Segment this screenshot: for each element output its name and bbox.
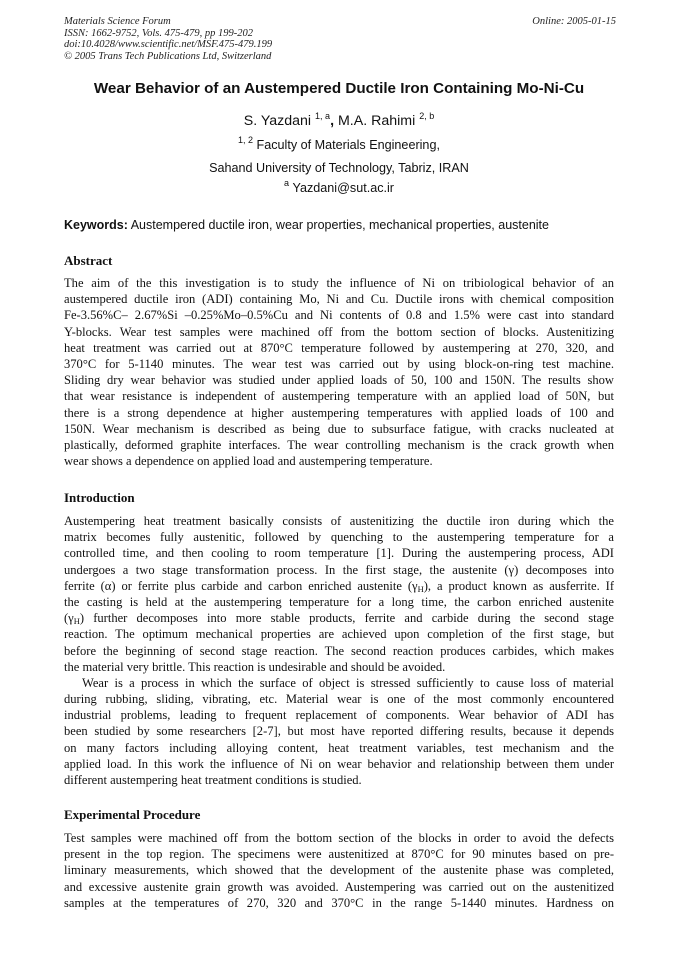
text-line: there is a strong dependence at higher austempering temperatures with applied loads of 100 and xyxy=(64,405,614,420)
text-line xyxy=(64,578,614,594)
text-line: Austempering heat treatment basically consists of austenitizing the ductile iron during which the xyxy=(64,514,614,528)
journal-name: Materials Science Forum xyxy=(64,16,171,27)
online-date: Online: 2005-01-15 xyxy=(532,16,616,27)
text-line: 370°C for 5-1140 minutes. The wear test was carried out by using block-on-ring test machine. xyxy=(64,356,614,371)
text-line: different austempering heat treatment conditions is studied. xyxy=(64,773,362,787)
affiliation-line xyxy=(40,135,638,152)
text-fragment: ), a product known as ausferrite. If xyxy=(423,578,614,593)
affiliation-university: Sahand University of Technology, Tabriz, IRAN xyxy=(209,161,469,175)
keywords xyxy=(64,218,624,232)
experimental-heading: Experimental Procedure xyxy=(64,807,201,822)
author-email: Yazdani@sut.ac.ir xyxy=(292,181,394,195)
text-line: been studied by some researchers [2-7], but most have reported differing results, because it depends xyxy=(64,724,614,739)
text-line: wear shows a dependence on applied load and austempering temperature. xyxy=(64,454,433,469)
introduction-body xyxy=(64,513,614,788)
text-line: before the beginning of second stage reaction. The second reaction produces carbides, which makes xyxy=(64,643,614,658)
text-fragment: ferrite (α) or ferrite plus carbide and carbon enriched austenite (γ xyxy=(64,578,418,593)
keywords-text: Austempered ductile iron, wear properties, mechanical properties, austenite xyxy=(130,218,549,232)
text-line xyxy=(64,610,614,626)
text-line: the casting is held at the austempering temperature for a long time, the carbon enriched austenite xyxy=(64,594,614,609)
subscript: H xyxy=(417,583,424,594)
email-superscript: a xyxy=(284,178,290,188)
text-line: undergoes a two stage transformation process. In the first stage, the austenite (γ) decomposes into xyxy=(64,562,614,577)
author-name: M.A. Rahimi xyxy=(337,113,416,129)
abstract-body xyxy=(64,275,614,469)
text-line: on many factors including alloying content, heat treatment variables, test mechanism and the xyxy=(64,740,614,755)
text-line: samples at the temperatures of 270, 320 and 370°C in the range 5-1440 minutes. Hardness on xyxy=(64,895,614,910)
text-line: Wear is a process in which the surface of object is stressed sufficiently to cause loss of material xyxy=(82,675,614,690)
subscript: H xyxy=(73,616,80,627)
introduction-heading: Introduction xyxy=(64,490,135,505)
author-separator: , xyxy=(330,113,335,129)
abstract-heading: Abstract xyxy=(64,253,113,268)
text-line: controlled time, and then cooling to room temperature [1]. During the austempering process, ADI xyxy=(64,546,614,561)
text-line: heat treatment was carried out at 870°C temperature followed by austempering at 270, 320, and xyxy=(64,340,614,355)
text-line: matrix becomes fully austenitic, followed by quenching to the austempering temperature for a xyxy=(64,530,614,545)
text-line: Sliding dry wear behavior was studied under applied loads of 50, 100 and 150N. The results show xyxy=(64,373,614,388)
text-line: applied load. In this work the influence of Ni on wear behavior and relationship between them under xyxy=(64,756,614,771)
text-line: 150N. Wear mechanism is described as being due to subsurface fatigue, with cracks nucleated at xyxy=(64,421,614,436)
text-line: the material very brittle. This reaction is undesirable and should be avoided. xyxy=(64,659,446,674)
text-line: Test samples were machined off from the bottom section of the blocks in order to avoid the defects xyxy=(64,831,614,845)
affiliation-faculty: Faculty of Materials Engineering, xyxy=(256,138,440,152)
text-line: during rubbing, sliding, vibrating, etc. Material wear is one of the most commonly encountered xyxy=(64,692,614,707)
experimental-body xyxy=(64,830,614,911)
text-fragment: ) further decomposes into more stable products, ferrite and carbide during the second stage xyxy=(79,611,614,626)
text-line: reaction. The optimum mechanical properties are achieved upon completion of the first stage, but xyxy=(64,627,614,642)
issn-line: ISSN: 1662-9752, Vols. 475-479, pp 199-202 xyxy=(64,27,253,39)
email-line xyxy=(40,178,638,195)
text-line: austempered ductile iron (ADI) containing Mo, Ni and Cu. Ductile irons with chemical composition xyxy=(64,292,614,307)
text-line: Fe-3.56%C– 2.67%Si –0.25%Mo–0.5%Cu and Ni contents of 0.8 and 1.5% were cast into standard xyxy=(64,308,614,323)
author-superscript: 1, a xyxy=(315,111,331,121)
paper-title: Wear Behavior of an Austempered Ductile Iron Containing Mo-Ni-Cu xyxy=(93,80,585,97)
text-line: present in the top region. The specimens were austenitized at 870°C for 90 minutes based on pre- xyxy=(64,847,614,862)
text-line: The aim of the this investigation is to study the influence of Ni on tribiological behavior of an xyxy=(64,276,614,290)
keywords-label: Keywords: xyxy=(64,218,128,232)
author-line xyxy=(40,113,638,129)
doi-line: doi:10.4028/www.scientific.net/MSF.475-479.199 xyxy=(64,39,273,51)
journal-header xyxy=(64,16,616,62)
text-line: industrial problems, leading to frequent replacement of components. Wear behavior of ADI has xyxy=(64,708,614,723)
text-fragment: (γ xyxy=(64,611,74,626)
author-name: S. Yazdani xyxy=(243,113,312,129)
text-line: and excessive austenite grain growth was avoided. Austempering was carried out on the austenitized xyxy=(64,879,614,894)
text-line: liminary measurements, which showed that the development of the austenite phase was completed, xyxy=(64,863,614,878)
author-superscript: 2, b xyxy=(419,111,435,121)
copyright-line: © 2005 Trans Tech Publications Ltd, Switzerland xyxy=(64,50,272,62)
text-line: that wear resistance is independent of austempering temperature with an applied load of 50N, but xyxy=(64,389,614,404)
text-line: plastically, deformed graphite interfaces. The wear controlling mechanism is the crack growth when xyxy=(64,437,614,452)
text-line: Y-blocks. Wear test samples were machined off from the bottom section of blocks. Austenitizing xyxy=(64,324,614,339)
affiliation-superscript: 1, 2 xyxy=(238,135,254,145)
